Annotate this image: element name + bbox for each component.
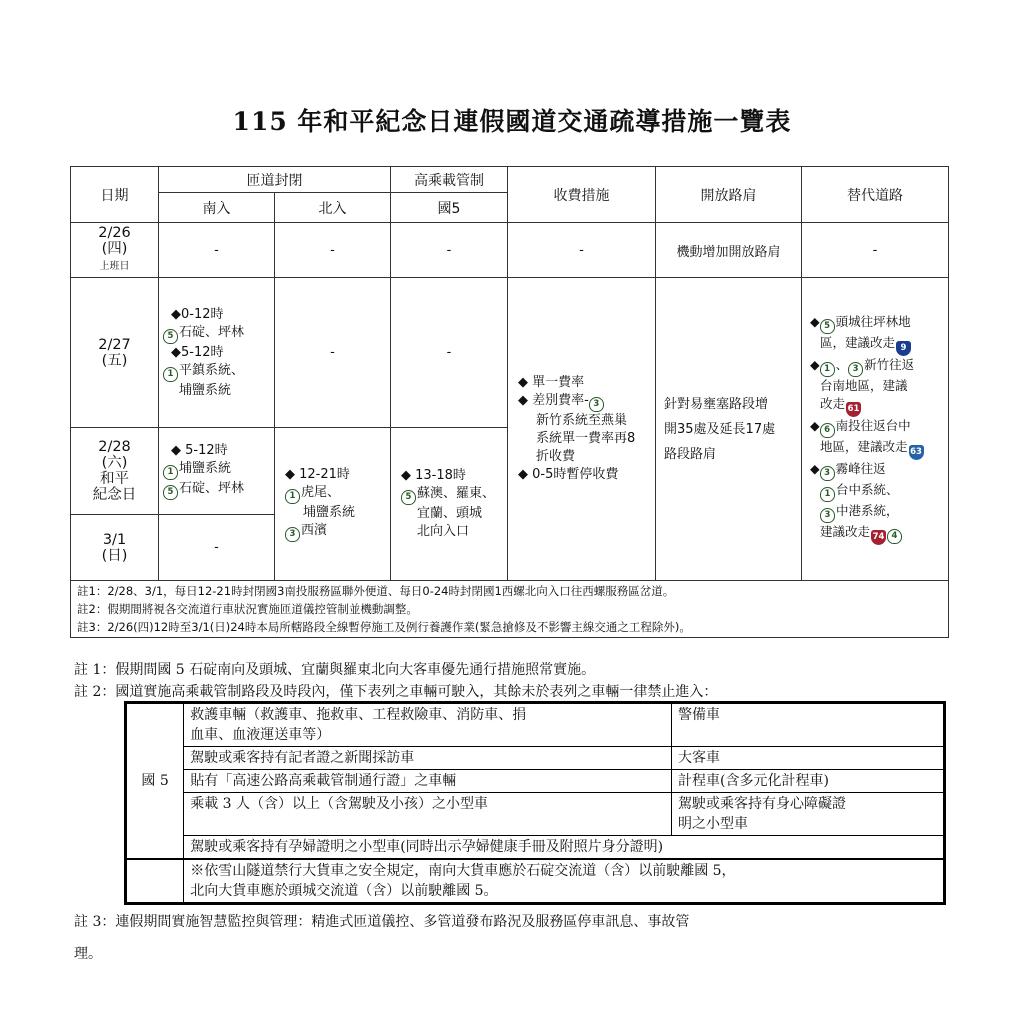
provincial-63-icon: 63 <box>909 445 924 460</box>
r1-toll: - <box>508 223 656 278</box>
snow-tunnel-truck-rule: ※依雪山隧道禁行大貨車之安全規定，南向大貨車應於石碇交流道（含）以前駛離國 5， 北向大貨車應於頭城交流道（含）以前駛離國 5。 <box>184 859 945 904</box>
date-0301: 3/1 (日) <box>71 515 159 581</box>
header-ramp-closure: 匝道封閉 <box>159 167 391 193</box>
r2-south: ◆0-12時 5 石碇、坪林 ◆5-12時 1 平鎮系統、 埔鹽系統 <box>159 278 275 428</box>
route-1-icon: 1 <box>820 362 835 377</box>
route-5-icon: 5 <box>401 490 416 505</box>
header-hov: 高乘載管制 <box>391 167 508 193</box>
r1-shoulder: 機動增加開放路肩 <box>656 223 802 278</box>
route-1-icon: 1 <box>820 487 835 502</box>
route-3-icon: 3 <box>820 466 835 481</box>
exempt-disability: 駕駛或乘客持有身心障礙證 明之小型車 <box>671 793 944 836</box>
exempt-permit: 貼有「高速公路高乘載管制通行證」之車輛 <box>184 770 672 793</box>
exempt-bus: 大客車 <box>671 747 944 770</box>
route-3-icon: 3 <box>820 508 835 523</box>
r1-hov: - <box>391 223 508 278</box>
header-toll: 收費措施 <box>508 167 656 223</box>
route-5-icon: 5 <box>820 319 835 334</box>
provincial-74-icon: 74 <box>871 530 886 545</box>
header-nat5: 國5 <box>391 193 508 223</box>
header-south: 南入 <box>159 193 275 223</box>
route-1-icon: 1 <box>163 367 178 382</box>
north-closures: ◆ 12-21時 1 虎尾、 埔鹽系統 3 西濱 <box>275 428 391 581</box>
alt-routes: ◆ 5 頭城往坪林地 區，建議改走 9 ◆ 1 、 3 新竹往返 台南地區，建議 改走 61 ◆ 6 南投往返台中 地區，建議改走 63 ◆ 3 霧峰往返 1 台中系統、 3 中港系統， 建議改走 74 4 <box>802 278 949 581</box>
note-1: 註 1：假期間國 5 石碇南向及頭城、宜蘭與羅東北向大客車優先通行措施照常實施。 <box>74 662 596 678</box>
date-0226: 2/26 (四) 上班日 <box>71 223 159 278</box>
shoulder-measures: 針對易壅塞路段增 開35處及延長17處 路段路肩 <box>656 278 802 581</box>
route-1-icon: 1 <box>285 489 300 504</box>
measures-table <box>70 166 949 638</box>
route-3-icon: 3 <box>848 362 863 377</box>
group-nat5: 國 5 <box>126 703 184 860</box>
exempt-police: 警備車 <box>671 703 944 747</box>
exempt-rescue: 救護車輛（救護車、拖救車、工程救險車、消防車、捐 血車、血液運送車等） <box>184 703 672 747</box>
route-1-icon: 1 <box>163 465 178 480</box>
route-5-icon: 5 <box>163 329 178 344</box>
route-3-icon: 3 <box>589 397 604 412</box>
exempt-taxi: 計程車(含多元化計程車) <box>671 770 944 793</box>
header-shoulder: 開放路肩 <box>656 167 802 223</box>
exempt-carpool: 乘載 3 人（含）以上（含駕駛及小孩）之小型車 <box>184 793 672 836</box>
r1-alt: - <box>802 223 949 278</box>
header-date: 日期 <box>71 167 159 223</box>
exempt-pregnant: 駕駛或乘客持有孕婦證明之小型車(同時出示孕婦健康手冊及附照片身分證明) <box>184 836 945 860</box>
hov-control: ◆ 13-18時 5 蘇澳、羅東、 宜蘭、頭城 北向入口 <box>391 428 508 581</box>
route-5-icon: 5 <box>163 485 178 500</box>
toll-measures: ◆ 單一費率 ◆ 差別費率- 3 新竹系統至燕巢 系統單一費率再8 折收費 ◆ 0-5時暫停收費 <box>508 278 656 581</box>
provincial-61-icon: 61 <box>846 402 861 417</box>
exempt-press: 駕駛或乘客持有記者證之新聞採訪車 <box>184 747 672 770</box>
r4-south: - <box>159 515 275 581</box>
note-2: 註 2：國道實施高乘載管制路段及時段內，僅下表列之車輛可駛入，其餘未於表列之車輛一律禁止進入： <box>74 684 718 700</box>
r2-hov: - <box>391 278 508 428</box>
r1-north: - <box>275 223 391 278</box>
route-6-icon: 6 <box>820 423 835 438</box>
date-0227: 2/27 (五) <box>71 278 159 428</box>
note-3: 註 3：連假期間實施智慧監控與管理：精進式匝道儀控、多管道發布路況及服務區停車訊息、事故管 <box>74 914 690 930</box>
page-title: 115 年和平紀念日連假國道交通疏導措施一覽表 <box>232 107 792 136</box>
date-0228: 2/28 (六) 和平 紀念日 <box>71 428 159 515</box>
note-3-cont: 理。 <box>74 946 102 962</box>
table-footnotes: 註1：2/28、3/1，每日12-21時封閉國3南投服務區聯外便道、每日0-24時封閉國1西螺北向入口往西螺服務區岔道。 註2：假期間將視各交流道行車狀況實施匝道儀控管制並機動調整。 註3：2/26(四)12時至3/1(日)24時本局所轄路段全線暫停施工及例行養護作業(緊急搶修及不影響主線交通之工程除外)。 <box>71 581 949 638</box>
route-3-icon: 3 <box>285 527 300 542</box>
r3-south: ◆ 5-12時 1 埔鹽系統 5 石碇、坪林 <box>159 428 275 515</box>
header-north: 北入 <box>275 193 391 223</box>
header-alt-route: 替代道路 <box>802 167 949 223</box>
provincial-9-icon: 9 <box>896 341 911 356</box>
exempt-vehicles-table <box>124 701 946 905</box>
route-4-icon: 4 <box>887 529 902 544</box>
r2-north: - <box>275 278 391 428</box>
r1-south: - <box>159 223 275 278</box>
